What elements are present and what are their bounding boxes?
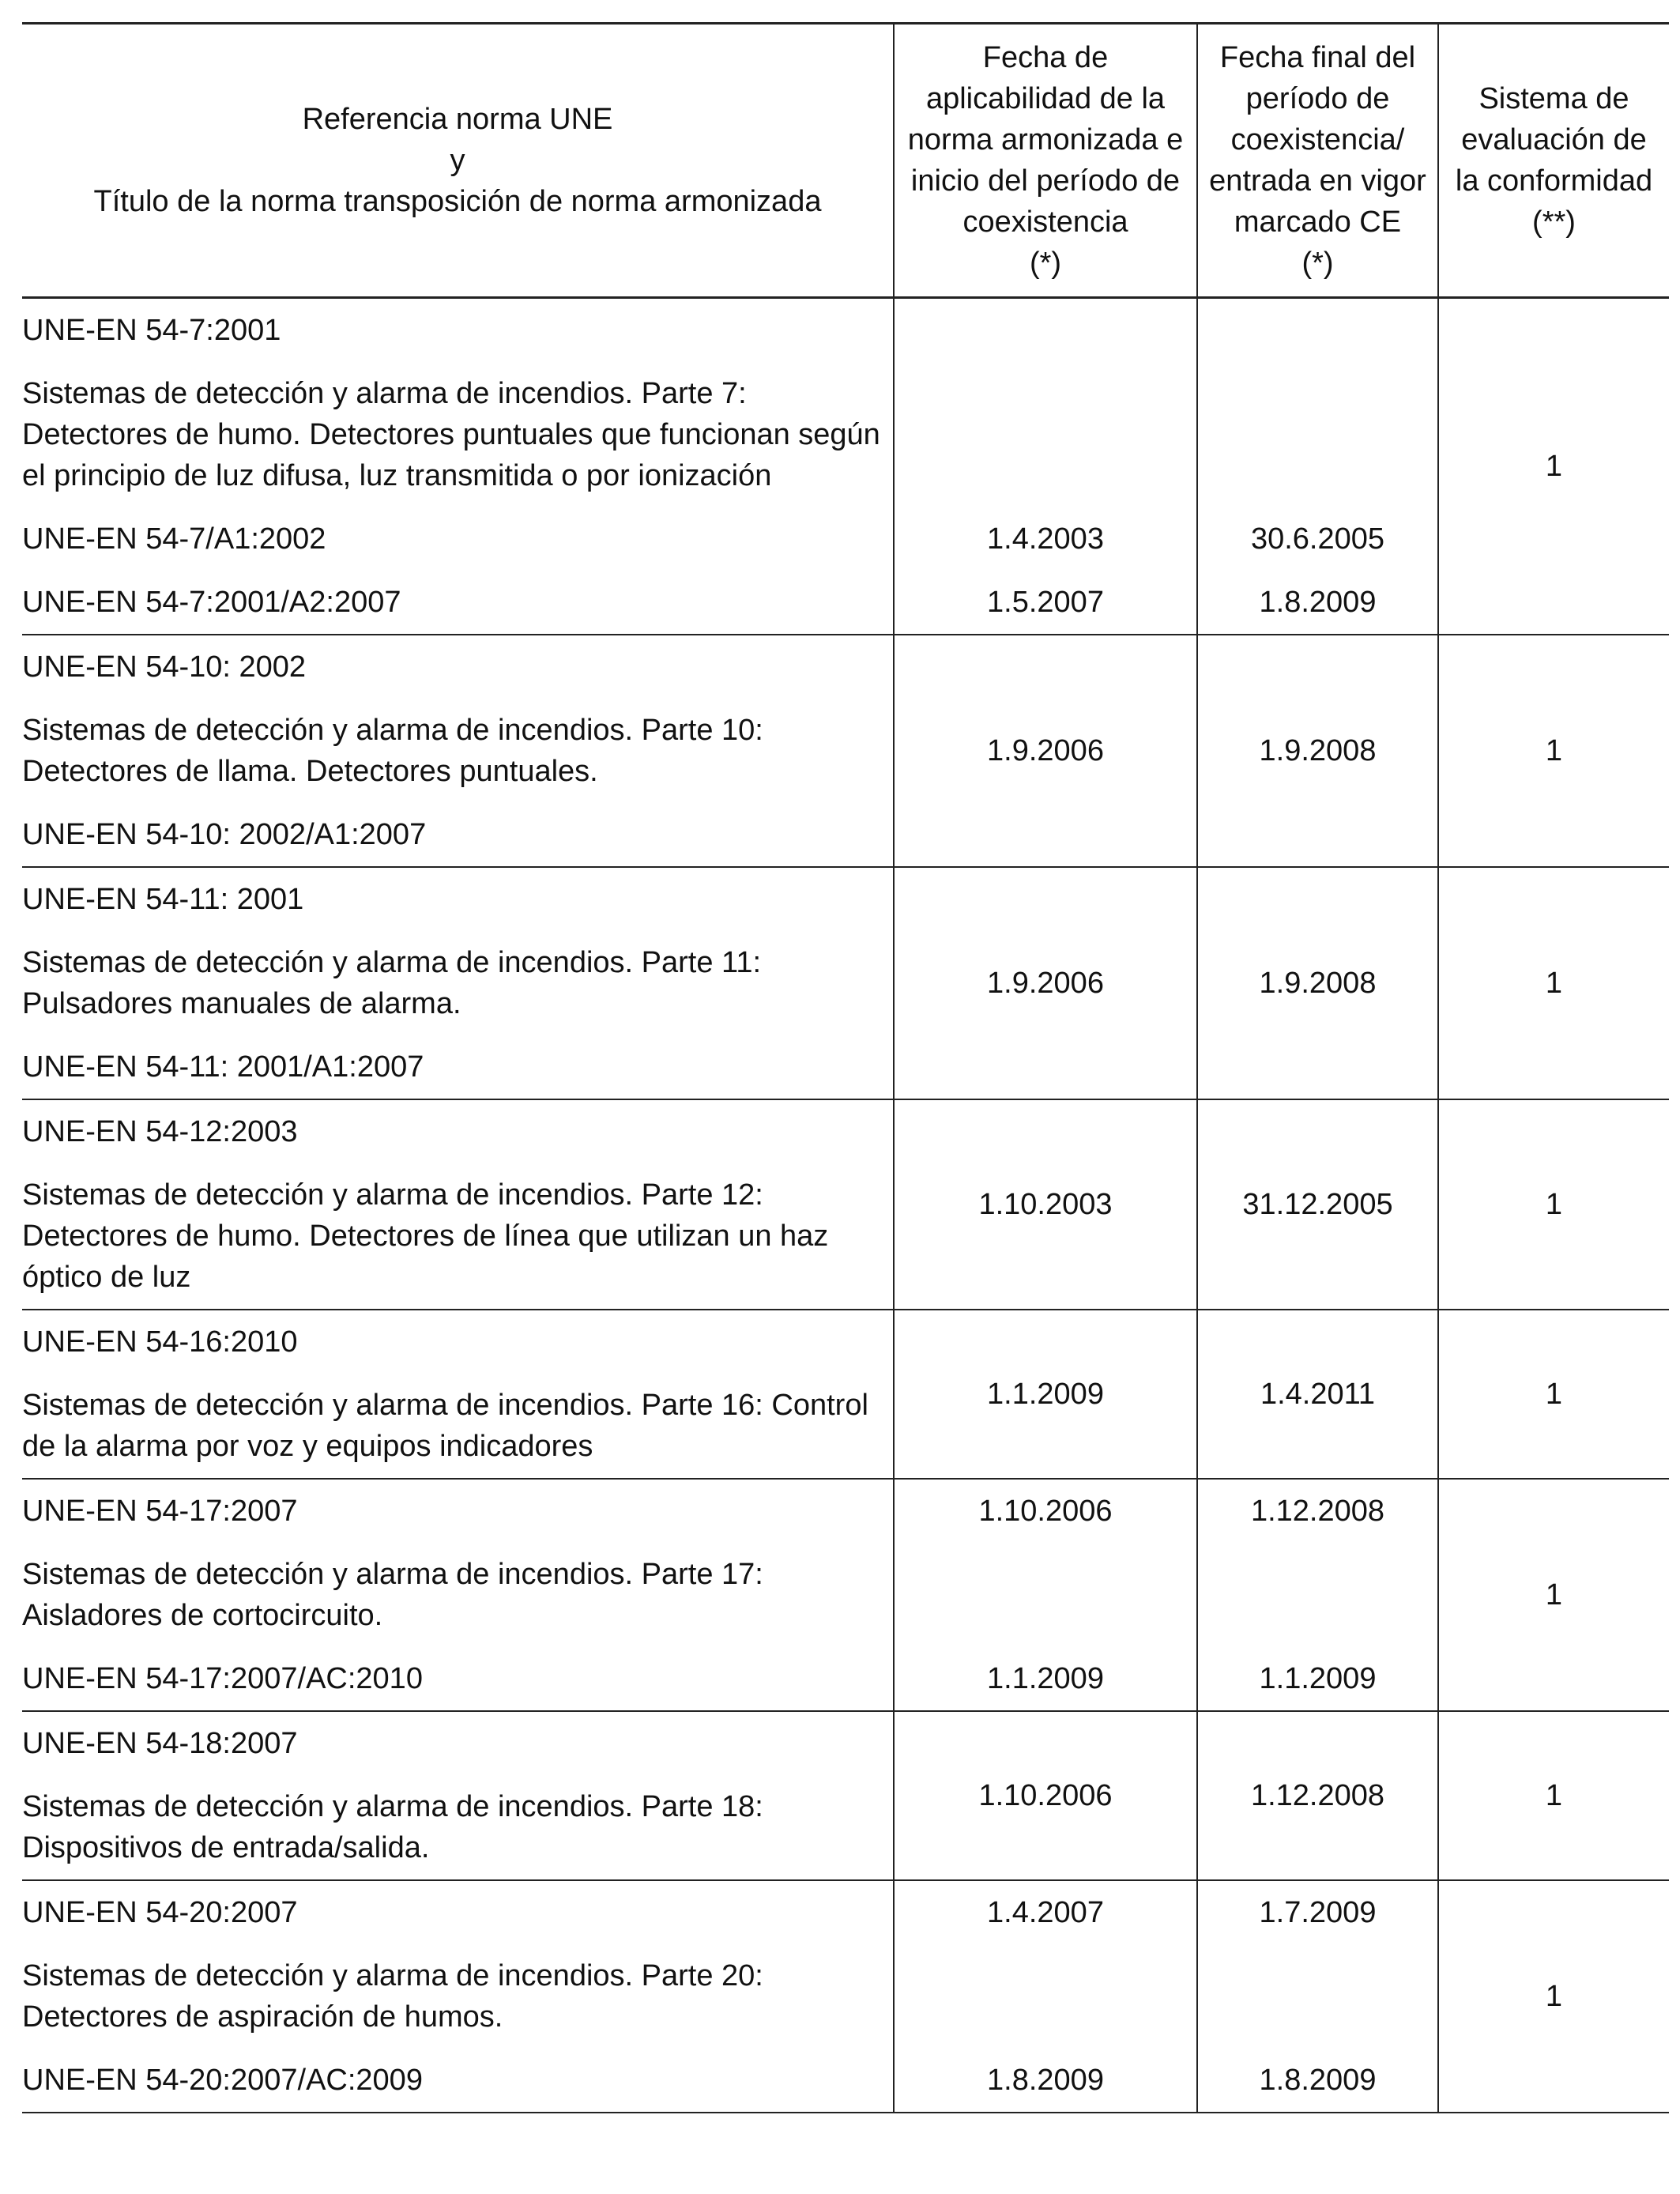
fecha-aplicabilidad: 1.10.2006 <box>894 1479 1197 1543</box>
standard-ref-cell <box>22 1711 894 1775</box>
standard-title-cell <box>22 1944 894 2049</box>
standard-title <box>22 1543 893 1647</box>
standard-ref-text: UNE-EN 54-12:2003 <box>22 1115 298 1148</box>
header-line: entrada en vigor <box>1209 164 1426 198</box>
standard-ref-text: UNE-EN 54-7:2001 <box>22 314 281 347</box>
table-row <box>22 571 1669 635</box>
standard-title <box>22 362 893 507</box>
standard-ref-cell <box>22 2049 894 2113</box>
standard-ref-cell <box>22 1310 894 1374</box>
sistema-evaluacion: 1 <box>1438 635 1669 867</box>
standard-title-cell <box>22 931 894 1035</box>
table-row <box>22 1711 1669 1775</box>
standard-ref-text: UNE-EN 54-18:2007 <box>22 1727 298 1760</box>
header-line: Referencia norma UNE <box>302 103 613 136</box>
table-row <box>22 1944 1669 2049</box>
standard-title <box>22 1163 893 1309</box>
standard-ref-text: UNE-EN 54-7/A1:2002 <box>22 522 326 556</box>
header-referencia <box>22 24 894 298</box>
fecha-aplicabilidad <box>894 1944 1197 2049</box>
fecha-final: 1.4.2011 <box>1197 1310 1438 1479</box>
table-row <box>22 1880 1669 1944</box>
standard-ref <box>22 868 893 931</box>
header-sistema <box>1438 24 1669 298</box>
standard-title-line: Sistemas de detección y alarma de incendios. Parte 10: <box>22 714 763 747</box>
sistema-evaluacion: 1 <box>1438 298 1669 635</box>
standard-title-line: óptico de luz <box>22 1261 191 1294</box>
fecha-final: 1.9.2008 <box>1197 867 1438 1099</box>
table-row <box>22 867 1669 931</box>
table-row <box>22 507 1669 571</box>
fecha-aplicabilidad: 1.9.2006 <box>894 867 1197 1099</box>
header-line: (*) <box>1301 247 1334 280</box>
fecha-aplicabilidad: 1.10.2006 <box>894 1711 1197 1880</box>
header-line: (**) <box>1532 205 1576 239</box>
standard-title <box>22 1944 893 2049</box>
standard-ref-text: UNE-EN 54-17:2007 <box>22 1495 298 1528</box>
fecha-final <box>1197 298 1438 363</box>
fecha-final: 1.7.2009 <box>1197 1880 1438 1944</box>
fecha-aplicabilidad <box>894 362 1197 507</box>
standard-title-line: Dispositivos de entrada/salida. <box>22 1831 430 1864</box>
standard-ref <box>22 1881 893 1944</box>
header-line: Fecha de <box>982 41 1109 74</box>
standard-ref-cell <box>22 803 894 867</box>
standard-title-line: el principio de luz difusa, luz transmitida o por ionización <box>22 459 772 492</box>
header-line: evaluación de <box>1461 123 1647 156</box>
standard-title-cell <box>22 362 894 507</box>
standard-ref-cell <box>22 1035 894 1099</box>
standard-ref-cell <box>22 1880 894 1944</box>
standard-title-line: Detectores de llama. Detectores puntuales. <box>22 755 598 788</box>
standards-table <box>22 22 1669 2113</box>
fecha-final <box>1197 362 1438 507</box>
fecha-final: 1.8.2009 <box>1197 571 1438 635</box>
fecha-aplicabilidad: 1.4.2007 <box>894 1880 1197 1944</box>
standard-title-cell <box>22 699 894 803</box>
standard-ref <box>22 571 893 634</box>
standard-title-line: Aisladores de cortocircuito. <box>22 1599 383 1632</box>
header-line: norma armonizada e <box>907 123 1184 156</box>
fecha-aplicabilidad: 1.10.2003 <box>894 1099 1197 1310</box>
table-row <box>22 1310 1669 1374</box>
standard-title-cell <box>22 1163 894 1310</box>
header-line: Fecha final del <box>1219 41 1416 74</box>
fecha-final: 1.1.2009 <box>1197 1647 1438 1711</box>
sistema-evaluacion: 1 <box>1438 867 1669 1099</box>
standard-title <box>22 1775 893 1879</box>
standard-ref-cell <box>22 635 894 699</box>
standard-ref <box>22 2049 893 2112</box>
table-row <box>22 2049 1669 2113</box>
standard-ref <box>22 635 893 699</box>
fecha-aplicabilidad: 1.8.2009 <box>894 2049 1197 2113</box>
fecha-final: 1.8.2009 <box>1197 2049 1438 2113</box>
standard-title-line: Sistemas de detección y alarma de incendios. Parte 7: <box>22 377 747 410</box>
header-line: Título de la norma transposición de norma armonizada <box>93 185 822 218</box>
fecha-aplicabilidad: 1.4.2003 <box>894 507 1197 571</box>
table-row <box>22 635 1669 699</box>
header-line: Sistema de <box>1478 82 1629 115</box>
fecha-aplicabilidad <box>894 1543 1197 1647</box>
standard-ref <box>22 1480 893 1543</box>
sistema-evaluacion: 1 <box>1438 1880 1669 2113</box>
fecha-final: 1.12.2008 <box>1197 1479 1438 1543</box>
standard-ref-cell <box>22 298 894 363</box>
standard-ref-text: UNE-EN 54-17:2007/AC:2010 <box>22 1662 423 1695</box>
header-line: coexistencia/ <box>1230 123 1405 156</box>
table-row <box>22 1543 1669 1647</box>
fecha-final <box>1197 1543 1438 1647</box>
standard-ref-text: UNE-EN 54-10: 2002/A1:2007 <box>22 818 427 851</box>
standard-title-line: Sistemas de detección y alarma de incendios. Parte 11: <box>22 946 762 979</box>
standard-title-line: Sistemas de detección y alarma de incendios. Parte 12: <box>22 1178 763 1212</box>
fecha-aplicabilidad: 1.9.2006 <box>894 635 1197 867</box>
fecha-final: 31.12.2005 <box>1197 1099 1438 1310</box>
header-fecha-final <box>1197 24 1438 298</box>
standard-title-line: Detectores de aspiración de humos. <box>22 2000 503 2034</box>
standard-title-line: Sistemas de detección y alarma de incendios. Parte 17: <box>22 1558 763 1591</box>
standard-title-line: Sistemas de detección y alarma de incendios. Parte 18: <box>22 1790 763 1823</box>
standard-ref-cell <box>22 867 894 931</box>
header-line: período de <box>1245 82 1390 115</box>
standard-ref <box>22 803 893 866</box>
standard-ref <box>22 1100 893 1163</box>
standard-title-line: Pulsadores manuales de alarma. <box>22 987 461 1020</box>
sistema-evaluacion: 1 <box>1438 1099 1669 1310</box>
table-row <box>22 362 1669 507</box>
standard-title <box>22 931 893 1035</box>
standard-title-line: Detectores de humo. Detectores de línea que utilizan un haz <box>22 1220 829 1253</box>
standard-ref-text: UNE-EN 54-11: 2001/A1:2007 <box>22 1050 424 1084</box>
sistema-evaluacion: 1 <box>1438 1479 1669 1711</box>
header-line: (*) <box>1029 247 1062 280</box>
table-row <box>22 1479 1669 1543</box>
fecha-aplicabilidad: 1.1.2009 <box>894 1310 1197 1479</box>
table-header-row <box>22 24 1669 298</box>
fecha-final: 1.12.2008 <box>1197 1711 1438 1880</box>
fecha-aplicabilidad <box>894 298 1197 363</box>
standard-ref-cell <box>22 1647 894 1711</box>
standard-ref <box>22 1712 893 1775</box>
header-line: y <box>450 144 465 177</box>
standard-title-cell <box>22 1775 894 1880</box>
standard-title-line: Sistemas de detección y alarma de incendios. Parte 16: Control <box>22 1389 868 1422</box>
standard-ref <box>22 1310 893 1374</box>
table-body <box>22 298 1669 2113</box>
header-fecha-aplicabilidad <box>894 24 1197 298</box>
standard-ref <box>22 1647 893 1710</box>
sistema-evaluacion: 1 <box>1438 1711 1669 1880</box>
standard-ref-cell <box>22 1479 894 1543</box>
standard-ref-cell <box>22 507 894 571</box>
standard-ref-text: UNE-EN 54-16:2010 <box>22 1325 298 1359</box>
standard-ref-text: UNE-EN 54-11: 2001 <box>22 883 304 916</box>
standard-ref <box>22 1035 893 1099</box>
fecha-final <box>1197 1944 1438 2049</box>
standard-ref-text: UNE-EN 54-20:2007 <box>22 1896 298 1929</box>
table-row <box>22 298 1669 363</box>
fecha-aplicabilidad: 1.5.2007 <box>894 571 1197 635</box>
standard-ref <box>22 299 893 362</box>
standard-title <box>22 1374 893 1478</box>
standard-ref-text: UNE-EN 54-7:2001/A2:2007 <box>22 586 401 619</box>
table-row <box>22 1647 1669 1711</box>
standard-title-line: Sistemas de detección y alarma de incendios. Parte 20: <box>22 1959 763 1992</box>
standard-title-cell <box>22 1543 894 1647</box>
standard-title <box>22 699 893 803</box>
standard-title-line: Detectores de humo. Detectores puntuales que funcionan según <box>22 418 880 451</box>
header-line: coexistencia <box>962 205 1128 239</box>
standard-ref-text: UNE-EN 54-10: 2002 <box>22 650 307 684</box>
table-row <box>22 1099 1669 1163</box>
header-line: aplicabilidad de la <box>925 82 1166 115</box>
standard-ref-cell <box>22 1099 894 1163</box>
fecha-aplicabilidad: 1.1.2009 <box>894 1647 1197 1711</box>
standard-ref <box>22 507 893 571</box>
header-line: marcado CE <box>1234 205 1402 239</box>
standard-title-line: de la alarma por voz y equipos indicadores <box>22 1430 593 1463</box>
standard-ref-text: UNE-EN 54-20:2007/AC:2009 <box>22 2064 423 2097</box>
fecha-final: 30.6.2005 <box>1197 507 1438 571</box>
header-line: inicio del período de <box>910 164 1181 198</box>
header-line: la conformidad <box>1455 164 1653 198</box>
standard-title-cell <box>22 1374 894 1479</box>
sistema-evaluacion: 1 <box>1438 1310 1669 1479</box>
fecha-final: 1.9.2008 <box>1197 635 1438 867</box>
standard-ref-cell <box>22 571 894 635</box>
